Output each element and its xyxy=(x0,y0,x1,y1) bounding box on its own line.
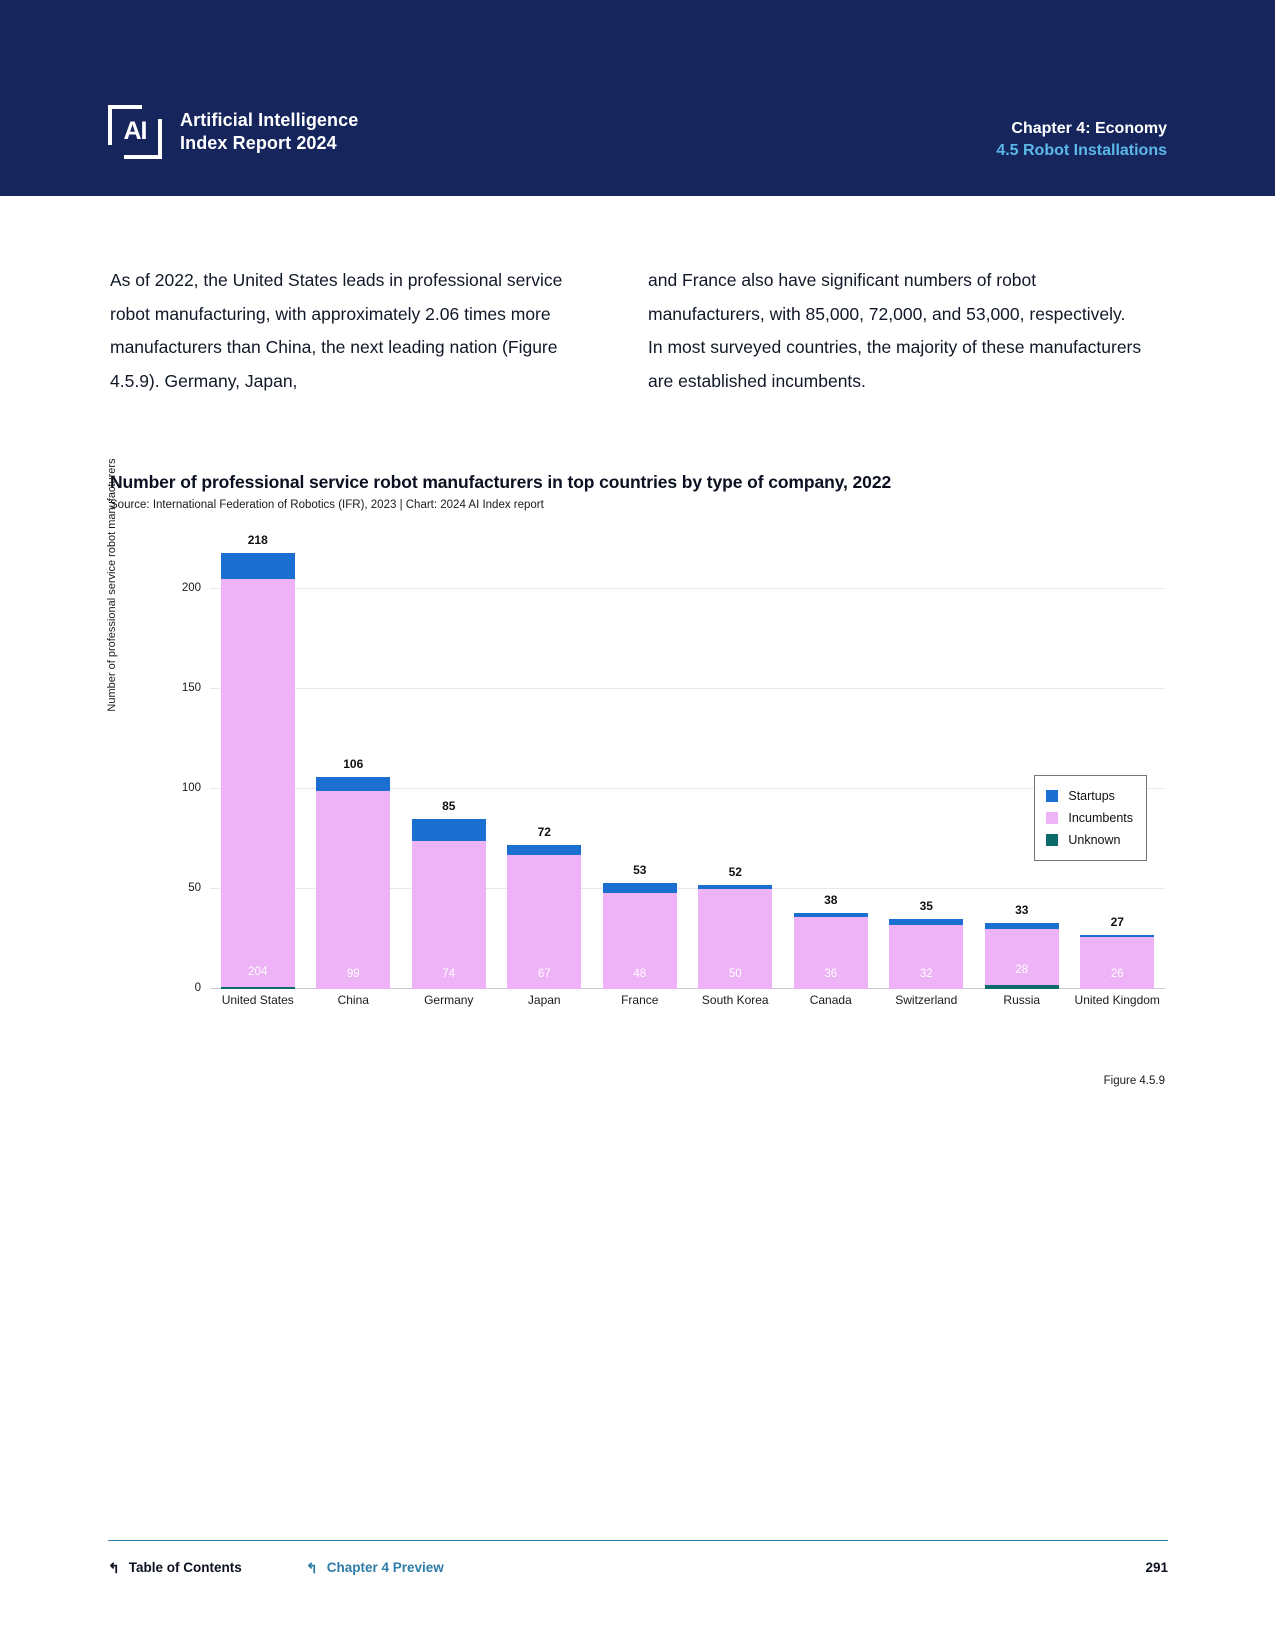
bar-total-label: 218 xyxy=(247,533,268,547)
segment-value-label: 99 xyxy=(346,968,360,980)
bar-group xyxy=(497,549,593,989)
chart-title: Number of professional service robot manufacturers in top countries by type of company, 2022 xyxy=(110,472,892,492)
header-chapter-label: Chapter 4: Economy xyxy=(1011,120,1167,137)
y-axis-tick: 100 xyxy=(181,782,201,794)
segment-value-label: 26 xyxy=(1110,968,1124,980)
bar-group xyxy=(974,549,1070,989)
bar-segment-incumbents xyxy=(698,889,772,989)
segment-value-label: 28 xyxy=(1015,964,1029,976)
bar-stack[interactable] xyxy=(412,819,486,989)
report-title xyxy=(180,109,358,155)
legend-item-incumbents xyxy=(1046,807,1133,829)
bar-segment-startups xyxy=(507,845,581,855)
segment-value-label: 67 xyxy=(537,968,551,980)
bar-stack[interactable] xyxy=(603,883,677,989)
segment-value-label: 50 xyxy=(728,968,742,980)
bar-total-label: 72 xyxy=(537,825,551,839)
body-column-right: and France also have significant numbers of robot manufacturers, with 85,000, 72,000, and 53,000, respectively. In most surveyed countries, the majority of these manufacturers are established incumbents. xyxy=(648,270,1142,391)
bar-segment-incumbents xyxy=(221,579,295,987)
legend-swatch-startups-icon xyxy=(1046,790,1058,802)
x-axis-label: United Kingdom xyxy=(1074,993,1160,1007)
bar-segment-incumbents xyxy=(507,855,581,989)
legend-label-startups: Startups xyxy=(1068,789,1115,803)
legend-item-startups xyxy=(1046,785,1133,807)
bar-segment-unknown xyxy=(221,987,295,989)
chart-bars xyxy=(210,533,1165,989)
body-text xyxy=(110,264,1145,398)
x-axis-label: South Korea xyxy=(701,993,769,1007)
bar-group xyxy=(306,549,402,989)
segment-value-label: 74 xyxy=(442,968,456,980)
segment-value-label: 36 xyxy=(824,968,838,980)
legend-item-unknown xyxy=(1046,829,1133,851)
bar-segment-unknown xyxy=(985,985,1059,989)
x-axis-label: Japan xyxy=(527,993,561,1007)
segment-value-label: 204 xyxy=(248,966,268,978)
report-title-line2: Index Report 2024 xyxy=(180,133,337,153)
report-logo xyxy=(108,105,358,159)
bar-stack[interactable] xyxy=(985,923,1059,989)
bar-segment-startups xyxy=(316,777,390,791)
table-of-contents-label: Table of Contents xyxy=(128,1560,242,1575)
bar-total-label: 106 xyxy=(343,757,364,771)
chapter-preview-link[interactable] xyxy=(306,1560,444,1575)
y-axis-tick: 150 xyxy=(181,682,201,694)
bar-total-label: 52 xyxy=(728,865,742,879)
bar-segment-incumbents xyxy=(316,791,390,989)
segment-value-label: 48 xyxy=(633,968,647,980)
footer-divider xyxy=(108,1540,1168,1541)
chart-legend xyxy=(1034,775,1147,861)
bar-segment-startups xyxy=(221,553,295,579)
y-axis-tick: 50 xyxy=(188,882,201,894)
return-arrow-icon: ↰ xyxy=(108,1559,120,1576)
bar-group xyxy=(592,549,688,989)
page-footer xyxy=(108,1560,1168,1590)
bar-total-label: 33 xyxy=(1015,903,1029,917)
bar-total-label: 53 xyxy=(633,863,647,877)
bar-segment-incumbents xyxy=(603,893,677,989)
x-axis-label: United States xyxy=(221,993,294,1007)
segment-value-label: 32 xyxy=(919,968,933,980)
x-axis-label: Russia xyxy=(1003,993,1041,1007)
legend-swatch-unknown-icon xyxy=(1046,834,1058,846)
page-header-band xyxy=(0,0,1275,196)
bar-total-label: 38 xyxy=(824,893,838,907)
bar-total-label: 27 xyxy=(1110,915,1124,929)
legend-label-unknown: Unknown xyxy=(1068,833,1121,847)
return-arrow-icon: ↰ xyxy=(306,1559,318,1576)
ai-logo-text: AI xyxy=(123,117,147,145)
y-axis-title: Number of professional service robot manufacturers xyxy=(106,458,118,712)
bar-segment-incumbents xyxy=(412,841,486,989)
x-axis-label: China xyxy=(337,993,369,1007)
figure-block xyxy=(106,458,1165,1087)
bar-stack[interactable] xyxy=(889,919,963,989)
bar-group xyxy=(783,549,879,989)
y-axis-tick: 200 xyxy=(181,582,201,594)
x-axis-label: Canada xyxy=(809,993,852,1007)
chapter-preview-label: Chapter 4 Preview xyxy=(326,1560,444,1575)
bar-group xyxy=(1070,549,1166,989)
bar-total-label: 35 xyxy=(919,899,933,913)
bar-group xyxy=(401,549,497,989)
report-title-line1: Artificial Intelligence xyxy=(180,110,359,130)
x-axis-label: Germany xyxy=(424,993,474,1007)
bar-group xyxy=(879,549,975,989)
figure-caption: Figure 4.5.9 xyxy=(1103,1075,1165,1087)
bar-segment-incumbents xyxy=(1080,937,1154,989)
bar-stack[interactable] xyxy=(794,913,868,989)
x-axis-label: Switzerland xyxy=(895,993,958,1007)
bar-segment-startups xyxy=(603,883,677,893)
bar-stack[interactable] xyxy=(698,885,772,989)
table-of-contents-link[interactable] xyxy=(108,1560,242,1575)
bar-segment-incumbents xyxy=(889,925,963,989)
page-number: 291 xyxy=(1145,1560,1168,1575)
header-section-label[interactable]: 4.5 Robot Installations xyxy=(996,142,1167,159)
x-axis-label: France xyxy=(621,993,659,1007)
bar-stack[interactable] xyxy=(507,845,581,989)
y-axis-tick: 0 xyxy=(194,982,201,994)
header-breadcrumb xyxy=(996,118,1167,162)
bar-segment-incumbents xyxy=(794,917,868,989)
body-column-left: As of 2022, the United States leads in professional service robot manufacturing, with approximately 2.06 times more manufacturers than China, the next leading nation (Figure 4.5.9). Germany, Japan, xyxy=(110,270,563,391)
legend-swatch-incumbents-icon xyxy=(1046,812,1058,824)
bar-segment-startups xyxy=(412,819,486,841)
bar-segment-incumbents xyxy=(985,929,1059,985)
chart-source: Source: International Federation of Robotics (IFR), 2023 | Chart: 2024 AI Index report xyxy=(110,499,544,511)
bar-stack[interactable] xyxy=(316,777,390,989)
x-axis-labels xyxy=(210,993,1165,1007)
legend-label-incumbents: Incumbents xyxy=(1068,811,1133,825)
bar-total-label: 85 xyxy=(442,799,456,813)
bar-stack[interactable] xyxy=(1080,935,1154,989)
ai-logo-icon xyxy=(108,105,162,159)
bar-stack[interactable] xyxy=(221,553,295,989)
bar-group xyxy=(210,533,306,989)
bar-group xyxy=(688,549,784,989)
